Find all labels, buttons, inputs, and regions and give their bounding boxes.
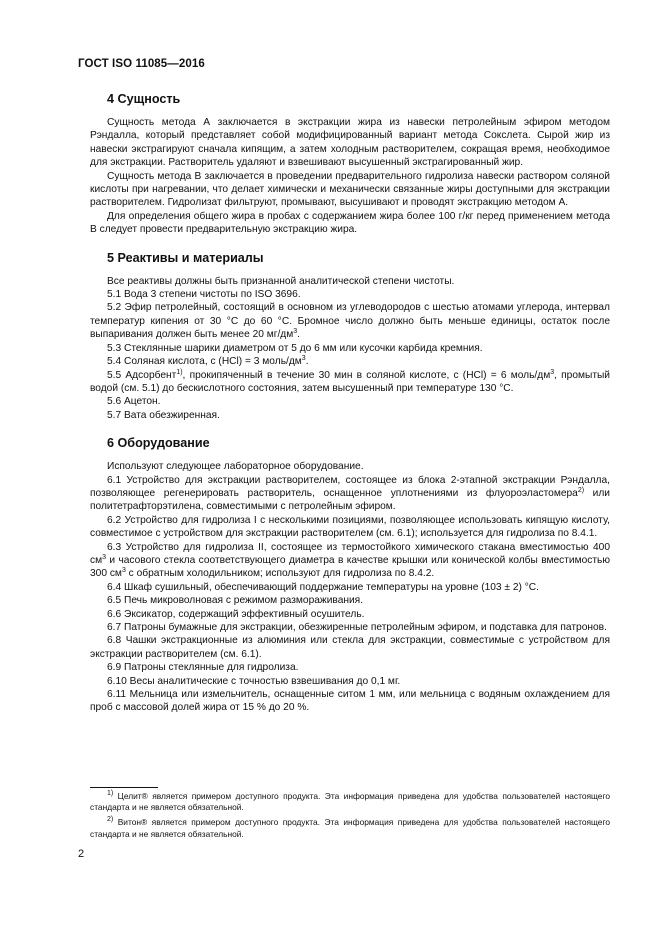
- text: , промытый водой (см. 5.1) до бескислотного состояния, затем высушенный при температуре 130 °С.: [90, 369, 610, 394]
- paragraph: Все реактивы должны быть признанной аналитической степени чистоты.: [107, 275, 455, 287]
- paragraph: 5.1 Вода 3 степени чистоты по ISO 3696.: [107, 289, 301, 301]
- page-number: 2: [78, 848, 85, 860]
- superscript: 3: [121, 567, 126, 575]
- paragraph: [90, 301, 610, 341]
- paragraph: 6.4 Шкаф сушильный, обеспечивающий поддержание температуры на уровне (103 ± 2) °С.: [107, 581, 539, 593]
- paragraph: [90, 541, 610, 581]
- section-4-heading: 4 Сущность: [107, 92, 181, 106]
- paragraph: 6.7 Патроны бумажные для экстракции, обезжиренные петролейным эфиром, и подставка для патронов.: [107, 622, 607, 633]
- section-6-heading: 6 Оборудование: [107, 436, 210, 451]
- text: или политетрафторэтилена, совместимыми с петролейным эфиром.: [90, 487, 610, 513]
- document-body: [90, 92, 610, 715]
- text: 6.1 Устройство для экстракции растворителем, состоящее из блока 2-этапной экстракции Рэндалла, позволяющее регенерировать растворитель, оснащенное уплотнениями из флуороэластомера: [90, 474, 610, 499]
- paragraph: 5.3 Стеклянные шарики диаметром от 5 до 6 мм или кусочки карбида кремния.: [107, 342, 483, 354]
- footnote-text: Витон® является примером доступного продукта. Эта информация приведена для удобства пользователей настоящего стандарта и не является обязательной.: [90, 817, 610, 839]
- text: 5.2 Эфир петролейный, состоящий в основном из углеводородов с шестью атомами углерода, интервал температур кипения от 30 °С до 60 °С. Бромное число должно быть меньше единицы, остаток после выпаривания должен быть менее 20 мг/дм: [90, 302, 610, 341]
- footnote-text: Целит® является примером доступного продукта. Эта информация приведена для удобства пользователей настоящего стандарта и не является обязательной.: [90, 791, 610, 813]
- text: с обратным холодильником; используют для гидролиза по 8.4.2.: [125, 568, 435, 580]
- paragraph: 6.5 Печь микроволновая с режимом размораживания.: [107, 595, 364, 607]
- footnote-separator: [90, 787, 158, 788]
- text: и часового стекла соответствующего диаметра в качестве крышки или конической колбы вместимостью 300 см: [90, 554, 610, 580]
- footnote-mark: 1): [107, 790, 114, 797]
- paragraph: 5.6 Ацетон.: [107, 396, 161, 408]
- running-header: ГОСТ ISO 11085—2016: [78, 58, 205, 70]
- superscript: 3: [550, 368, 555, 376]
- footnotes: [90, 791, 610, 844]
- paragraph: 6.10 Весы аналитические с точностью взвешивания до 0,1 мг.: [107, 675, 401, 687]
- paragraph: 6.9 Патроны стеклянные для гидролиза.: [107, 662, 299, 674]
- paragraph: Сущность метода А заключается в экстракции жира из навески петролейным эфиром методом Рэндалла, который представляет собой модифицированный вариант метода Сокслета. Сырой жир из навески экстрагируют сначала кипящим, а затем холодным растворителем, сокращая время, необходимое для экстракции. Растворитель удаляют и взвешивают высушенный экстрагированный жир.: [90, 117, 610, 169]
- paragraph: 6.6 Эксикатор, содержащий эффективный осушитель.: [107, 608, 365, 620]
- footnote-mark: 2): [107, 816, 114, 824]
- text: 5.4 Соляная кислота, с (HCl) = 3 моль/дм: [107, 356, 302, 368]
- paragraph: 6.8 Чашки экстракционные из алюминия или стекла для экстракции, совместимые с устройством для экстракции растворителем (см. 6.1).: [90, 635, 610, 660]
- superscript: 3: [102, 553, 107, 561]
- paragraph: 5.7 Вата обезжиренная.: [107, 409, 220, 421]
- paragraph: [90, 355, 610, 368]
- paragraph: 6.11 Мельница или измельчитель, оснащенные ситом 1 мм, или мельница с водяным охлаждением для проб с массовой долей жира от 15 % до 20 %.: [90, 689, 610, 714]
- footnote-ref: 2): [577, 486, 585, 494]
- superscript: 3: [301, 355, 306, 363]
- text: .: [305, 356, 309, 368]
- paragraph: [90, 369, 610, 396]
- text: , прокипяченный в течение 30 мин в соляной кислоте, с (HCl) = 6 моль/дм: [182, 369, 551, 381]
- footnote: [90, 817, 610, 839]
- section-5-heading: 5 Реактивы и материалы: [107, 250, 264, 265]
- paragraph: Сущность метода В заключается в проведении предварительного гидролиза навески раствором соляной кислоты при нагревании, что делает химически и механически связанные жиры доступными для экстракции растворителем. Гидролизат фильтруют, промывают, высушивают и проводят экстракцию методом А.: [90, 170, 610, 209]
- text: .: [297, 329, 300, 341]
- superscript: 3: [293, 328, 298, 336]
- paragraph: 6.2 Устройство для гидролиза I с несколькими позициями, позволяющее использовать кипящую кислоту, совместимое с устройством для экстракции растворителем (см. 6.1); используется для гидролиза по 8.4.1.: [90, 514, 610, 540]
- footnote: [90, 791, 610, 813]
- paragraph: Используют следующее лабораторное оборудование.: [107, 461, 364, 473]
- text: 5.5 Адсорбент: [107, 369, 177, 381]
- paragraph: [90, 474, 610, 514]
- footnote-ref: 1): [176, 368, 183, 376]
- paragraph: Для определения общего жира в пробах с содержанием жира более 100 г/кг перед применением метода В следует провести предварительную экстракцию жира.: [90, 210, 610, 236]
- text: 6.3 Устройство для гидролиза II, состоящее из термостойкого химического стакана вместимостью 400 см: [90, 541, 610, 566]
